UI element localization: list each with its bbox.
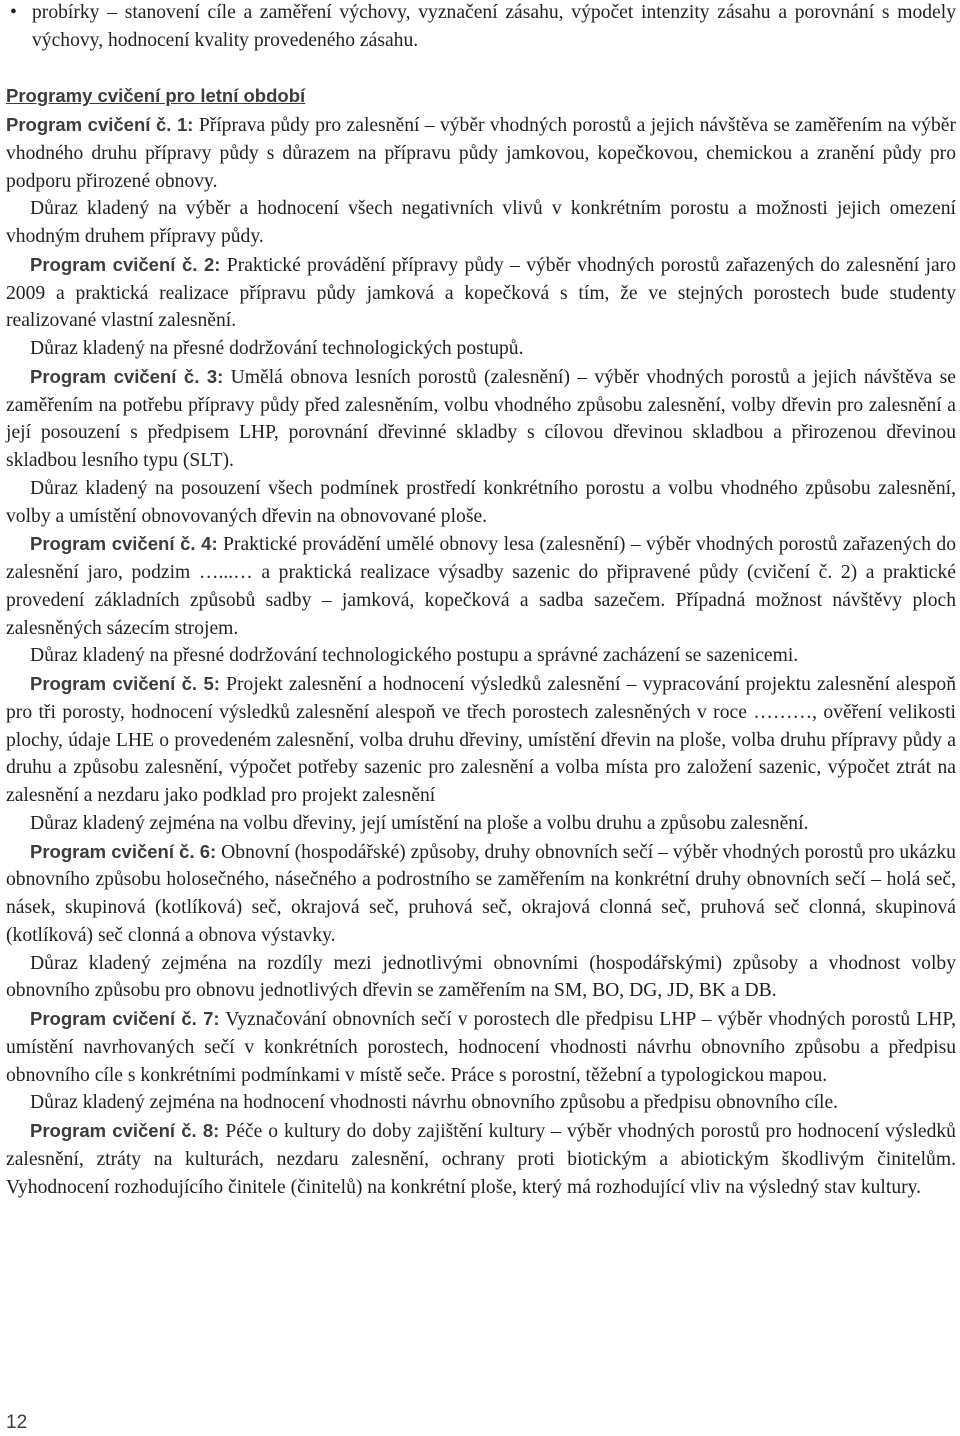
program-label: Program cvičení č. 7: xyxy=(30,1008,220,1029)
program-emphasis: Důraz kladený na posouzení všech podmínek prostředí konkrétního porostu a volbu vhodného způsobu zalesnění, volby a umístění obnovovaných dřevin na obnovované ploše. xyxy=(6,477,956,527)
program-description: Příprava půdy pro zalesnění – výběr vhodných porostů a jejich návštěva se zaměřením na výběr vhodného druhu přípravy půdy s důrazem na přípravu půdy jamkovou, kopečkovou, chemickou a zranění půdy pro podporu přirozené obnovy. xyxy=(6,115,956,192)
program-list xyxy=(6,82,956,1201)
program-7 xyxy=(6,1005,956,1089)
program-description: Vyznačování obnovních sečí v porostech dle předpisu LHP – výběr vhodných porostů LHP, umístění navrhovaných sečí v konkrétních porostech, hodnocení vhodnosti návrhu obnovního způsobu a předpisu obnovního cíle s konkrétními podmínkami v místě seče. Práce s porostní, těžební a typologickou mapou. xyxy=(6,1009,956,1086)
program-emphasis: Důraz kladený zejména na rozdíly mezi jednotlivými obnovními (hospodářskými) způsoby a vhodnost volby obnovního způsobu pro obnovu jednotlivých dřevin se zaměřením na SM, BO, DG, JD, BK a DB. xyxy=(6,952,956,1002)
program-8 xyxy=(6,1117,956,1201)
bullet-dot: • xyxy=(10,2,17,23)
bullet-item xyxy=(6,0,956,55)
blank-line xyxy=(6,55,956,83)
program-label: Program cvičení č. 5: xyxy=(30,673,220,694)
program-description: Projekt zalesnění a hodnocení výsledků zalesnění – vypracování projektu zalesnění alespoň pro tři porosty, hodnocení výsledků zalesnění alespoň ve třech porostech zalesněných v roce ………, ověření velikosti plochy, údaje LHE o provedeném zalesnění, volba druhu dřeviny, umístění dřevin na ploše, volba druhu přípravy půdy a druhu a způsobu zalesnění, výpočet potřeby sazenic pro zalesnění a volba místa pro založení sazenic, výpočet ztrát na zalesnění a nezdaru jako podklad pro projekt zalesnění xyxy=(6,674,956,806)
program-label: Program cvičení č. 4: xyxy=(30,533,218,555)
program-label: Program cvičení č. 2: xyxy=(30,253,221,275)
program-3 xyxy=(6,363,956,475)
program-5 xyxy=(6,670,956,810)
bullet-text: probírky – stanovení cíle a zaměření výchovy, vyznačení zásahu, výpočet intenzity zásahu a porovnání s modely výchovy, hodnocení kvality provedeného zásahu. xyxy=(32,2,956,51)
program-description: Praktické provádění přípravy půdy – výběr vhodných porostů zařazených do zalesnění jaro 2009 a praktická realizace přípravu půdy jamková a kopečková s tím, že ve stejných porostech bude studenty realizované vlastní zalesnění. xyxy=(6,254,956,332)
program-emphasis: Důraz kladený na výběr a hodnocení všech negativních vlivů v konkrétním porostu a možnosti jejich omezení vhodným druhem přípravy půdy. xyxy=(6,198,956,247)
program-emphasis: Důraz kladený zejména na volbu dřeviny, její umístění na ploše a volbu druhu a způsobu zalesnění. xyxy=(30,812,809,834)
program-emphasis: Důraz kladený na přesné dodržování technologických postupů. xyxy=(30,338,524,359)
program-2 xyxy=(6,251,956,335)
page-number: 12 xyxy=(6,1412,28,1433)
program-4 xyxy=(6,530,956,642)
program-label: Program cvičení č. 3: xyxy=(30,365,224,387)
program-6 xyxy=(6,838,956,950)
program-description: Praktické provádění umělé obnovy lesa (zalesnění) – výběr vhodných porostů zařazených do zalesnění jaro, podzim …...… a praktická realizace výsadby sazenic do připravené půdy (cvičení č. 2) a praktické provedení základních způsobů sadby – jamková, kopečková a sadba sazečem. Případná možnost návštěvy ploch zalesněných sázecím strojem. xyxy=(6,534,956,639)
section-heading: Programy cvičení pro letní období xyxy=(6,85,306,107)
program-emphasis: Důraz kladený na přesné dodržování technologického postupu a správné zacházení se sazenicemi. xyxy=(30,645,799,667)
program-description: Obnovní (hospodářské) způsoby, druhy obnovních sečí – výběr vhodných porostů pro ukázku obnovního způsobu holosečného, násečného a podrostního se zaměřením na konkrétní druhy obnovních sečí – holá seč, násek, skupinová (kotlíková) seč, okrajová seč, pruhová seč, okrajová clonná seč, pruhová seč clonná, skupinová (kotlíková) seč clonná a obnova výstavky. xyxy=(6,841,956,946)
program-emphasis: Důraz kladený zejména na hodnocení vhodnosti návrhu obnovního způsobu a předpisu obnovního cíle. xyxy=(30,1092,839,1114)
program-description: Péče o kultury do doby zajištění kultury – výběr vhodných porostů pro hodnocení výsledků zalesnění, ztráty na kulturách, nezdaru zalesnění, ochrany proti biotickým a abiotickým škodlivým činitelům. Vyhodnocení rozhodujícího činitele (činitelů) na konkrétní ploše, který má rozhodující vliv na výsledný stav kultury. xyxy=(6,1121,956,1198)
program-label: Program cvičení č. 1: xyxy=(6,114,194,135)
program-label: Program cvičení č. 8: xyxy=(30,1120,220,1141)
program-1 xyxy=(6,111,956,195)
program-label: Program cvičení č. 6: xyxy=(30,840,217,862)
program-description: Umělá obnova lesních porostů (zalesnění) – výběr vhodných porostů a jejich návštěva se zaměřením na potřebu přípravy půdy před zalesněním, volbu vhodného způsobu zalesnění, volby dřevin pro zalesnění a její posouzení s předpisem LHP, porovnání dřevinné skladby s cílovou dřevinou skladbou a přirozenou dřevinou skladbou lesního typu (SLT). xyxy=(6,366,956,471)
